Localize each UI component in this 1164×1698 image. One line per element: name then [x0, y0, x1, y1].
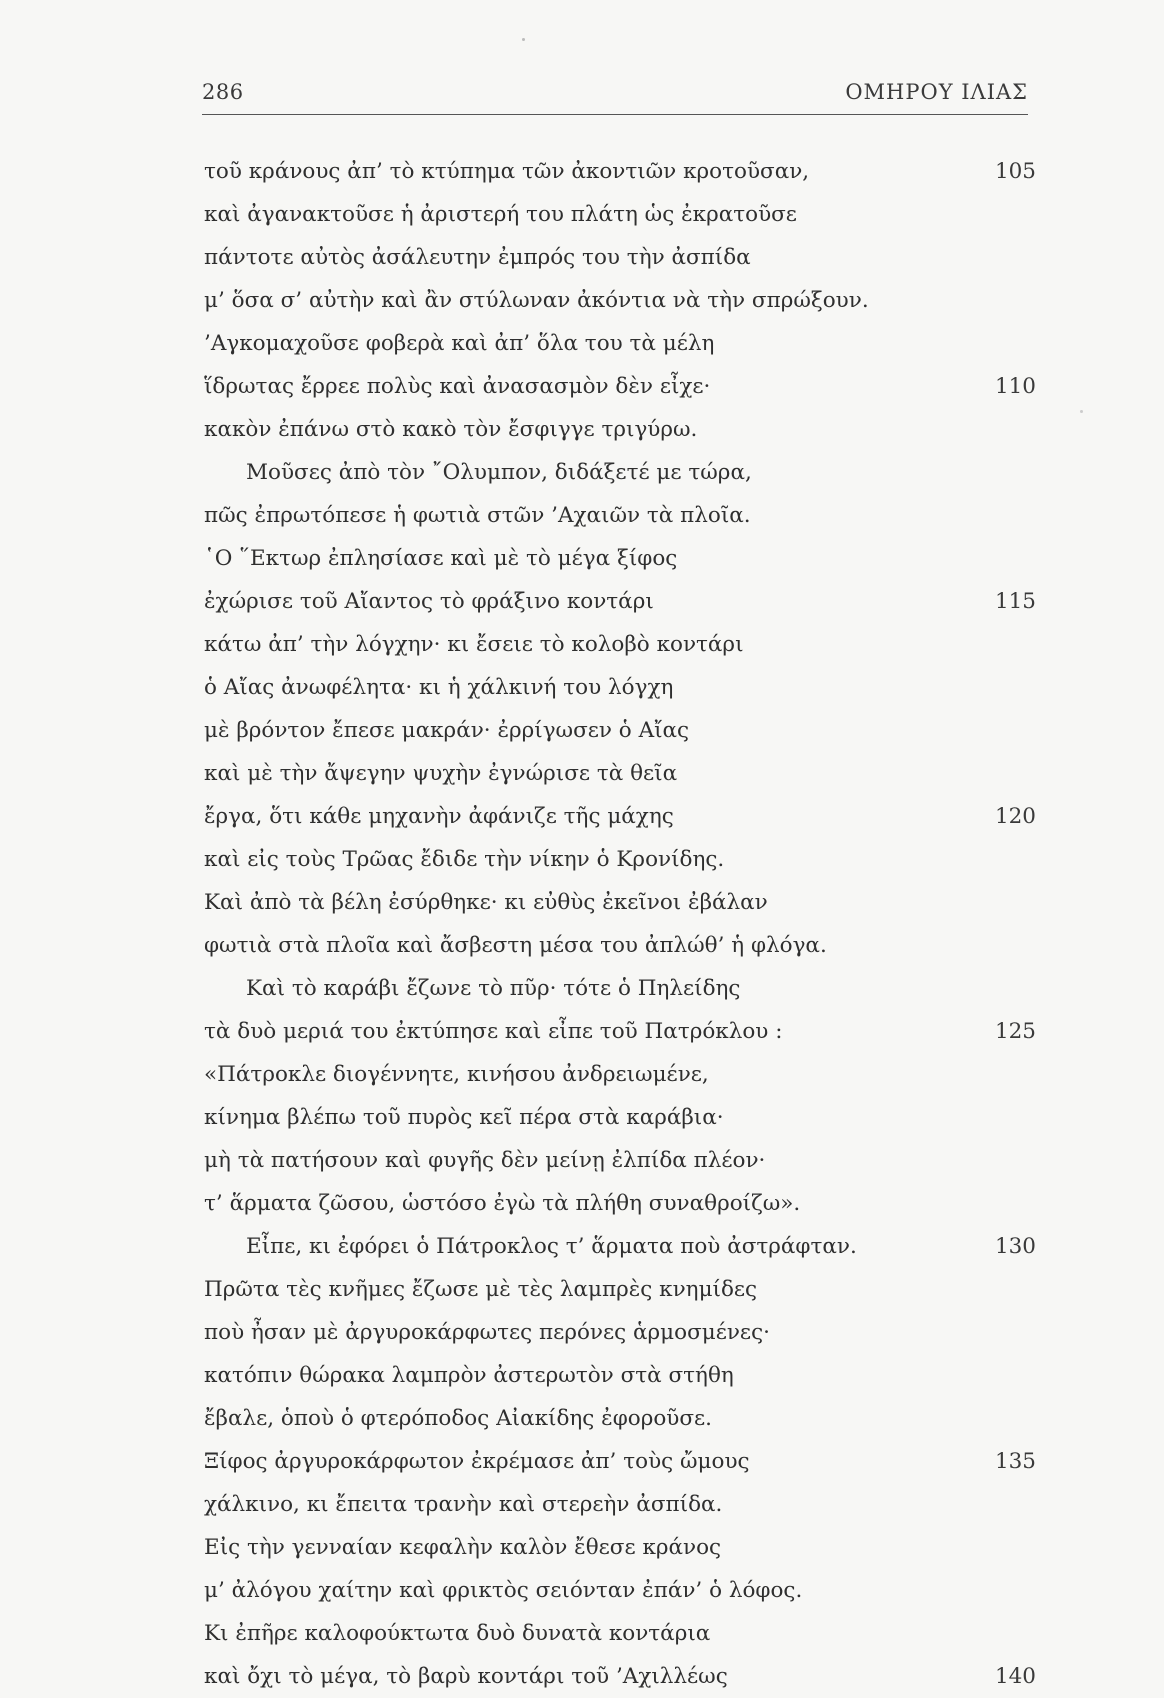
verse-line — [0, 1612, 1164, 1655]
verse-text: κατόπιν θώρακα λαμπρὸν ἀστερωτὸν στὰ στήθη — [204, 1363, 734, 1388]
verse-text: μ’ ἀλόγου χαίτην καὶ φρικτὸς σειόνταν ἐπάν’ ὁ λόφος. — [204, 1578, 803, 1603]
line-number: 140 — [994, 1664, 1036, 1689]
verse-text: Εἰς τὴν γενναίαν κεφαλὴν καλὸν ἔθεσε κράνος — [204, 1535, 722, 1560]
verse-line — [0, 924, 1164, 967]
verse-text: τ’ ἅρματα ζῶσου, ὡστόσο ἐγὼ τὰ πλήθη συναθροίζω». — [204, 1191, 801, 1216]
verse-text: Μοῦσες ἀπὸ τὸν ῎Ολυμπον, διδάξετέ με τώρα, — [246, 460, 752, 485]
verse-text: χάλκινο, κι ἔπειτα τρανὴν καὶ στερεὴν ἀσπίδα. — [204, 1492, 723, 1517]
verse-line — [0, 1268, 1164, 1311]
verse-line — [0, 838, 1164, 881]
verse-line — [0, 1053, 1164, 1096]
verse-text: ἔργα, ὅτι κάθε μηχανὴν ἀφάνιζε τῆς μάχης — [204, 804, 674, 829]
verse-text: ποὺ ἦσαν μὲ ἀργυροκάρφωτες περόνες ἁρμοσμένες· — [204, 1320, 770, 1345]
verse-text: τοῦ κράνους ἀπ’ τὸ κτύπημα τῶν ἀκοντιῶν κροτοῦσαν, — [204, 159, 810, 184]
verse-line — [0, 1354, 1164, 1397]
line-number: 135 — [994, 1449, 1036, 1474]
line-number: 130 — [994, 1234, 1036, 1259]
verse-line — [0, 666, 1164, 709]
verse-line — [0, 1311, 1164, 1354]
verse-text: Εἶπε, κι ἐφόρει ὁ Πάτροκλος τ’ ἅρματα ποὺ ἀστράφταν. — [246, 1234, 857, 1259]
verse-text: ἵδρωτας ἔρρεε πολὺς καὶ ἀνασασμὸν δὲν εἶχε· — [204, 374, 711, 399]
verse-line — [0, 537, 1164, 580]
verse-line — [0, 1569, 1164, 1612]
verse-line — [0, 709, 1164, 752]
verse-line — [0, 580, 1164, 623]
line-number: 120 — [994, 804, 1036, 829]
line-number: 125 — [994, 1019, 1036, 1044]
verse-line — [0, 623, 1164, 666]
verse-line — [0, 322, 1164, 365]
verse-block — [0, 150, 1164, 1698]
verse-text: Ξίφος ἀργυροκάρφωτον ἐκρέμασε ἀπ’ τοὺς ὤμους — [204, 1449, 750, 1474]
verse-text: φωτιὰ στὰ πλοῖα καὶ ἄσβεστη μέσα του ἀπλώθ’ ἡ φλόγα. — [204, 933, 827, 958]
verse-text: ’Αγκομαχοῦσε φοβερὰ καὶ ἀπ’ ὅλα του τὰ μέλη — [204, 331, 715, 356]
verse-line — [0, 494, 1164, 537]
verse-line — [0, 1182, 1164, 1225]
verse-text: Καὶ τὸ καράβι ἔζωνε τὸ πῦρ· τότε ὁ Πηλείδης — [246, 976, 741, 1001]
verse-text: καὶ εἰς τοὺς Τρῶας ἔδιδε τὴν νίκην ὁ Κρονίδης. — [204, 847, 725, 872]
page-header — [202, 80, 1028, 114]
verse-text: μ’ ὅσα σ’ αὐτὴν καὶ ἂν στύλωναν ἀκόντια νὰ τὴν σπρώξουν. — [204, 288, 869, 313]
verse-line — [0, 193, 1164, 236]
verse-text: κίνημα βλέπω τοῦ πυρὸς κεῖ πέρα στὰ καράβια· — [204, 1105, 724, 1130]
verse-text: ἐχώρισε τοῦ Αἴαντος τὸ φράξινο κοντάρι — [204, 589, 654, 614]
verse-text: κάτω ἀπ’ τὴν λόγχην· κι ἔσειε τὸ κολοβὸ κοντάρι — [204, 632, 744, 657]
verse-text: Κι ἐπῆρε καλοφούκτωτα δυὸ δυνατὰ κοντάρια — [204, 1621, 711, 1646]
verse-text: καὶ ἀγανακτοῦσε ἡ ἀριστερή του πλάτη ὡς ἐκρατοῦσε — [204, 202, 797, 227]
verse-line — [0, 1655, 1164, 1698]
verse-line — [0, 279, 1164, 322]
verse-text: «Πάτροκλε διογέννητε, κινήσου ἀνδρειωμένε, — [204, 1062, 709, 1087]
verse-line — [0, 967, 1164, 1010]
verse-text: καὶ ὄχι τὸ μέγα, τὸ βαρὺ κοντάρι τοῦ ’Αχιλλέως — [204, 1664, 728, 1689]
verse-line — [0, 408, 1164, 451]
verse-text: μὴ τὰ πατήσουν καὶ φυγῆς δὲν μείνῃ ἐλπίδα πλέον· — [204, 1148, 766, 1173]
verse-text: ὁ Αἴας ἀνωφέλητα· κι ἡ χάλκινή του λόγχη — [204, 675, 674, 700]
verse-line — [0, 1440, 1164, 1483]
verse-line — [0, 1483, 1164, 1526]
paper-speck — [522, 38, 525, 41]
verse-text: ἔβαλε, ὁποὺ ὁ φτερόποδος Αἰακίδης ἐφοροῦσε. — [204, 1406, 713, 1431]
header-rule — [202, 114, 1028, 115]
verse-line — [0, 1010, 1164, 1053]
verse-line — [0, 1139, 1164, 1182]
verse-text: Καὶ ἀπὸ τὰ βέλη ἐσύρθηκε· κι εὐθὺς ἐκεῖνοι ἐβάλαν — [204, 890, 768, 915]
verse-text: τὰ δυὸ μεριά του ἐκτύπησε καὶ εἶπε τοῦ Πατρόκλου : — [204, 1019, 783, 1044]
line-number: 110 — [994, 374, 1036, 399]
verse-text: πάντοτε αὐτὸς ἀσάλευτην ἐμπρός του τὴν ἀσπίδα — [204, 245, 751, 270]
verse-line — [0, 752, 1164, 795]
running-title: ΟΜΗΡΟΥ ΙΛΙΑΣ — [845, 80, 1028, 104]
verse-text: πῶς ἐπρωτόπεσε ἡ φωτιὰ στῶν ’Αχαιῶν τὰ πλοῖα. — [204, 503, 751, 528]
line-number: 105 — [994, 159, 1036, 184]
verse-text: καὶ μὲ τὴν ἄψεγην ψυχὴν ἐγνώρισε τὰ θεῖα — [204, 761, 678, 786]
verse-line — [0, 1096, 1164, 1139]
verse-line — [0, 150, 1164, 193]
verse-line — [0, 1225, 1164, 1268]
line-number: 115 — [994, 589, 1036, 614]
verse-line — [0, 365, 1164, 408]
verse-line — [0, 795, 1164, 838]
page-number: 286 — [202, 80, 244, 104]
verse-text: Πρῶτα τὲς κνῆμες ἔζωσε μὲ τὲς λαμπρὲς κνημίδες — [204, 1277, 758, 1302]
verse-line — [0, 1526, 1164, 1569]
verse-line — [0, 451, 1164, 494]
verse-text: μὲ βρόντον ἔπεσε μακράν· ἐρρίγωσεν ὁ Αἴας — [204, 718, 690, 743]
verse-line — [0, 236, 1164, 279]
verse-text: κακὸν ἐπάνω στὸ κακὸ τὸν ἔσφιγγε τριγύρω. — [204, 417, 698, 442]
verse-line — [0, 881, 1164, 924]
verse-line — [0, 1397, 1164, 1440]
verse-text: ῾Ο ῞Εκτωρ ἐπλησίασε καὶ μὲ τὸ μέγα ξίφος — [204, 546, 678, 571]
